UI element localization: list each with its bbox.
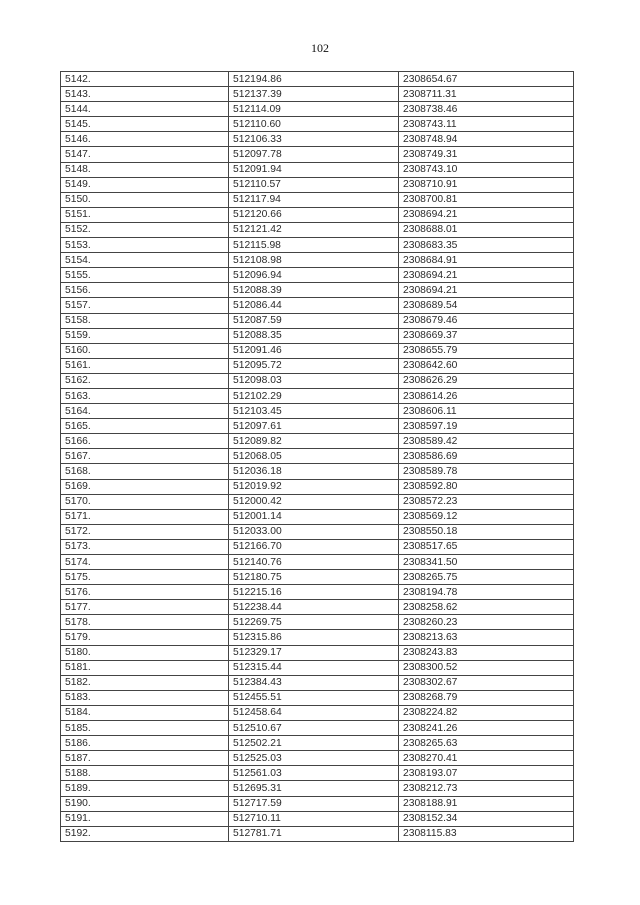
y-coordinate-cell: 2308194.78 — [399, 585, 574, 600]
table-row — [61, 585, 574, 600]
point-number-cell: 5152. — [61, 222, 229, 237]
table-row — [61, 721, 574, 736]
table-row — [61, 87, 574, 102]
table-row — [61, 826, 574, 841]
y-coordinate-cell: 2308115.83 — [399, 826, 574, 841]
x-coordinate-cell: 512036.18 — [229, 464, 399, 479]
point-number-cell: 5156. — [61, 283, 229, 298]
x-coordinate-cell: 512315.44 — [229, 660, 399, 675]
point-number-cell: 5175. — [61, 570, 229, 585]
y-coordinate-cell: 2308258.62 — [399, 600, 574, 615]
table-row — [61, 313, 574, 328]
point-number-cell: 5174. — [61, 555, 229, 570]
table-row — [61, 570, 574, 585]
point-number-cell: 5180. — [61, 645, 229, 660]
point-number-cell: 5161. — [61, 358, 229, 373]
table-row — [61, 343, 574, 358]
y-coordinate-cell: 2308300.52 — [399, 660, 574, 675]
y-coordinate-cell: 2308711.31 — [399, 87, 574, 102]
table-row — [61, 238, 574, 253]
page-number: 102 — [311, 41, 329, 55]
x-coordinate-cell: 512088.35 — [229, 328, 399, 343]
y-coordinate-cell: 2308268.79 — [399, 690, 574, 705]
table-row — [61, 328, 574, 343]
table-row — [61, 645, 574, 660]
point-number-cell: 5157. — [61, 298, 229, 313]
point-number-cell: 5183. — [61, 690, 229, 705]
point-number-cell: 5154. — [61, 253, 229, 268]
point-number-cell: 5144. — [61, 102, 229, 117]
y-coordinate-cell: 2308749.31 — [399, 147, 574, 162]
point-number-cell: 5188. — [61, 766, 229, 781]
y-coordinate-cell: 2308683.35 — [399, 238, 574, 253]
y-coordinate-cell: 2308270.41 — [399, 751, 574, 766]
x-coordinate-cell: 512091.94 — [229, 162, 399, 177]
x-coordinate-cell: 512315.86 — [229, 630, 399, 645]
y-coordinate-cell: 2308152.34 — [399, 811, 574, 826]
x-coordinate-cell: 512096.94 — [229, 268, 399, 283]
point-number-cell: 5153. — [61, 238, 229, 253]
x-coordinate-cell: 512098.03 — [229, 373, 399, 388]
y-coordinate-cell: 2308241.26 — [399, 721, 574, 736]
x-coordinate-cell: 512103.45 — [229, 404, 399, 419]
y-coordinate-cell: 2308748.94 — [399, 132, 574, 147]
x-coordinate-cell: 512561.03 — [229, 766, 399, 781]
x-coordinate-cell: 512106.33 — [229, 132, 399, 147]
table-row — [61, 373, 574, 388]
table-row — [61, 494, 574, 509]
y-coordinate-cell: 2308694.21 — [399, 268, 574, 283]
x-coordinate-cell: 512384.43 — [229, 675, 399, 690]
point-number-cell: 5160. — [61, 343, 229, 358]
table-row — [61, 117, 574, 132]
x-coordinate-cell: 512097.61 — [229, 419, 399, 434]
point-number-cell: 5162. — [61, 373, 229, 388]
y-coordinate-cell: 2308606.11 — [399, 404, 574, 419]
point-number-cell: 5182. — [61, 675, 229, 690]
x-coordinate-cell: 512140.76 — [229, 555, 399, 570]
table-row — [61, 781, 574, 796]
x-coordinate-cell: 512108.98 — [229, 253, 399, 268]
y-coordinate-cell: 2308626.29 — [399, 373, 574, 388]
table-row — [61, 524, 574, 539]
point-number-cell: 5165. — [61, 419, 229, 434]
x-coordinate-cell: 512455.51 — [229, 690, 399, 705]
table-row — [61, 660, 574, 675]
x-coordinate-cell: 512238.44 — [229, 600, 399, 615]
x-coordinate-cell: 512329.17 — [229, 645, 399, 660]
y-coordinate-cell: 2308688.01 — [399, 222, 574, 237]
y-coordinate-cell: 2308592.80 — [399, 479, 574, 494]
y-coordinate-cell: 2308710.91 — [399, 177, 574, 192]
x-coordinate-cell: 512110.60 — [229, 117, 399, 132]
x-coordinate-cell: 512117.94 — [229, 192, 399, 207]
y-coordinate-cell: 2308743.10 — [399, 162, 574, 177]
table-row — [61, 253, 574, 268]
coordinates-table-body — [61, 72, 574, 842]
x-coordinate-cell: 512000.42 — [229, 494, 399, 509]
table-row — [61, 177, 574, 192]
table-row — [61, 283, 574, 298]
point-number-cell: 5178. — [61, 615, 229, 630]
y-coordinate-cell: 2308654.67 — [399, 72, 574, 87]
point-number-cell: 5148. — [61, 162, 229, 177]
point-number-cell: 5191. — [61, 811, 229, 826]
point-number-cell: 5179. — [61, 630, 229, 645]
table-row — [61, 162, 574, 177]
y-coordinate-cell: 2308614.26 — [399, 388, 574, 403]
point-number-cell: 5167. — [61, 449, 229, 464]
point-number-cell: 5142. — [61, 72, 229, 87]
x-coordinate-cell: 512019.92 — [229, 479, 399, 494]
y-coordinate-cell: 2308193.07 — [399, 766, 574, 781]
y-coordinate-cell: 2308589.42 — [399, 434, 574, 449]
point-number-cell: 5173. — [61, 539, 229, 554]
point-number-cell: 5189. — [61, 781, 229, 796]
x-coordinate-cell: 512717.59 — [229, 796, 399, 811]
point-number-cell: 5143. — [61, 87, 229, 102]
x-coordinate-cell: 512502.21 — [229, 736, 399, 751]
x-coordinate-cell: 512097.78 — [229, 147, 399, 162]
point-number-cell: 5176. — [61, 585, 229, 600]
y-coordinate-cell: 2308679.46 — [399, 313, 574, 328]
x-coordinate-cell: 512089.82 — [229, 434, 399, 449]
point-number-cell: 5166. — [61, 434, 229, 449]
table-row — [61, 419, 574, 434]
x-coordinate-cell: 512087.59 — [229, 313, 399, 328]
y-coordinate-cell: 2308517.65 — [399, 539, 574, 554]
y-coordinate-cell: 2308586.69 — [399, 449, 574, 464]
x-coordinate-cell: 512695.31 — [229, 781, 399, 796]
y-coordinate-cell: 2308597.19 — [399, 419, 574, 434]
x-coordinate-cell: 512510.67 — [229, 721, 399, 736]
x-coordinate-cell: 512114.09 — [229, 102, 399, 117]
point-number-cell: 5150. — [61, 192, 229, 207]
table-row — [61, 690, 574, 705]
x-coordinate-cell: 512215.16 — [229, 585, 399, 600]
x-coordinate-cell: 512781.71 — [229, 826, 399, 841]
table-row — [61, 298, 574, 313]
x-coordinate-cell: 512166.70 — [229, 539, 399, 554]
point-number-cell: 5187. — [61, 751, 229, 766]
point-number-cell: 5192. — [61, 826, 229, 841]
point-number-cell: 5151. — [61, 207, 229, 222]
table-row — [61, 449, 574, 464]
table-row — [61, 796, 574, 811]
point-number-cell: 5169. — [61, 479, 229, 494]
table-row — [61, 268, 574, 283]
point-number-cell: 5147. — [61, 147, 229, 162]
x-coordinate-cell: 512033.00 — [229, 524, 399, 539]
table-row — [61, 736, 574, 751]
point-number-cell: 5159. — [61, 328, 229, 343]
table-row — [61, 675, 574, 690]
y-coordinate-cell: 2308302.67 — [399, 675, 574, 690]
x-coordinate-cell: 512180.75 — [229, 570, 399, 585]
y-coordinate-cell: 2308212.73 — [399, 781, 574, 796]
table-row — [61, 464, 574, 479]
table-row — [61, 751, 574, 766]
x-coordinate-cell: 512120.66 — [229, 207, 399, 222]
y-coordinate-cell: 2308569.12 — [399, 509, 574, 524]
table-row — [61, 509, 574, 524]
x-coordinate-cell: 512086.44 — [229, 298, 399, 313]
table-row — [61, 555, 574, 570]
table-row — [61, 102, 574, 117]
table-row — [61, 600, 574, 615]
table-row — [61, 222, 574, 237]
x-coordinate-cell: 512088.39 — [229, 283, 399, 298]
x-coordinate-cell: 512068.05 — [229, 449, 399, 464]
table-row — [61, 705, 574, 720]
table-row — [61, 147, 574, 162]
x-coordinate-cell: 512194.86 — [229, 72, 399, 87]
x-coordinate-cell: 512091.46 — [229, 343, 399, 358]
point-number-cell: 5163. — [61, 388, 229, 403]
point-number-cell: 5145. — [61, 117, 229, 132]
table-row — [61, 388, 574, 403]
y-coordinate-cell: 2308213.63 — [399, 630, 574, 645]
point-number-cell: 5146. — [61, 132, 229, 147]
point-number-cell: 5185. — [61, 721, 229, 736]
y-coordinate-cell: 2308260.23 — [399, 615, 574, 630]
y-coordinate-cell: 2308224.82 — [399, 705, 574, 720]
table-row — [61, 630, 574, 645]
table-row — [61, 132, 574, 147]
point-number-cell: 5177. — [61, 600, 229, 615]
table-row — [61, 434, 574, 449]
y-coordinate-cell: 2308669.37 — [399, 328, 574, 343]
y-coordinate-cell: 2308694.21 — [399, 283, 574, 298]
y-coordinate-cell: 2308694.21 — [399, 207, 574, 222]
x-coordinate-cell: 512269.75 — [229, 615, 399, 630]
y-coordinate-cell: 2308243.83 — [399, 645, 574, 660]
point-number-cell: 5155. — [61, 268, 229, 283]
y-coordinate-cell: 2308341.50 — [399, 555, 574, 570]
x-coordinate-cell: 512525.03 — [229, 751, 399, 766]
table-row — [61, 811, 574, 826]
point-number-cell: 5190. — [61, 796, 229, 811]
table-row — [61, 207, 574, 222]
y-coordinate-cell: 2308550.18 — [399, 524, 574, 539]
y-coordinate-cell: 2308642.60 — [399, 358, 574, 373]
x-coordinate-cell: 512458.64 — [229, 705, 399, 720]
table-row — [61, 358, 574, 373]
x-coordinate-cell: 512115.98 — [229, 238, 399, 253]
table-row — [61, 404, 574, 419]
table-row — [61, 539, 574, 554]
y-coordinate-cell: 2308265.63 — [399, 736, 574, 751]
x-coordinate-cell: 512001.14 — [229, 509, 399, 524]
point-number-cell: 5181. — [61, 660, 229, 675]
point-number-cell: 5168. — [61, 464, 229, 479]
y-coordinate-cell: 2308684.91 — [399, 253, 574, 268]
point-number-cell: 5164. — [61, 404, 229, 419]
coordinates-table — [60, 71, 574, 842]
point-number-cell: 5158. — [61, 313, 229, 328]
table-row — [61, 192, 574, 207]
y-coordinate-cell: 2308689.54 — [399, 298, 574, 313]
table-row — [61, 72, 574, 87]
x-coordinate-cell: 512121.42 — [229, 222, 399, 237]
point-number-cell: 5149. — [61, 177, 229, 192]
y-coordinate-cell: 2308589.78 — [399, 464, 574, 479]
y-coordinate-cell: 2308655.79 — [399, 343, 574, 358]
y-coordinate-cell: 2308743.11 — [399, 117, 574, 132]
y-coordinate-cell: 2308265.75 — [399, 570, 574, 585]
point-number-cell: 5186. — [61, 736, 229, 751]
x-coordinate-cell: 512095.72 — [229, 358, 399, 373]
y-coordinate-cell: 2308738.46 — [399, 102, 574, 117]
point-number-cell: 5184. — [61, 705, 229, 720]
table-row — [61, 479, 574, 494]
x-coordinate-cell: 512110.57 — [229, 177, 399, 192]
point-number-cell: 5170. — [61, 494, 229, 509]
x-coordinate-cell: 512102.29 — [229, 388, 399, 403]
x-coordinate-cell: 512137.39 — [229, 87, 399, 102]
x-coordinate-cell: 512710.11 — [229, 811, 399, 826]
y-coordinate-cell: 2308700.81 — [399, 192, 574, 207]
point-number-cell: 5171. — [61, 509, 229, 524]
y-coordinate-cell: 2308572.23 — [399, 494, 574, 509]
table-row — [61, 615, 574, 630]
table-row — [61, 766, 574, 781]
y-coordinate-cell: 2308188.91 — [399, 796, 574, 811]
point-number-cell: 5172. — [61, 524, 229, 539]
